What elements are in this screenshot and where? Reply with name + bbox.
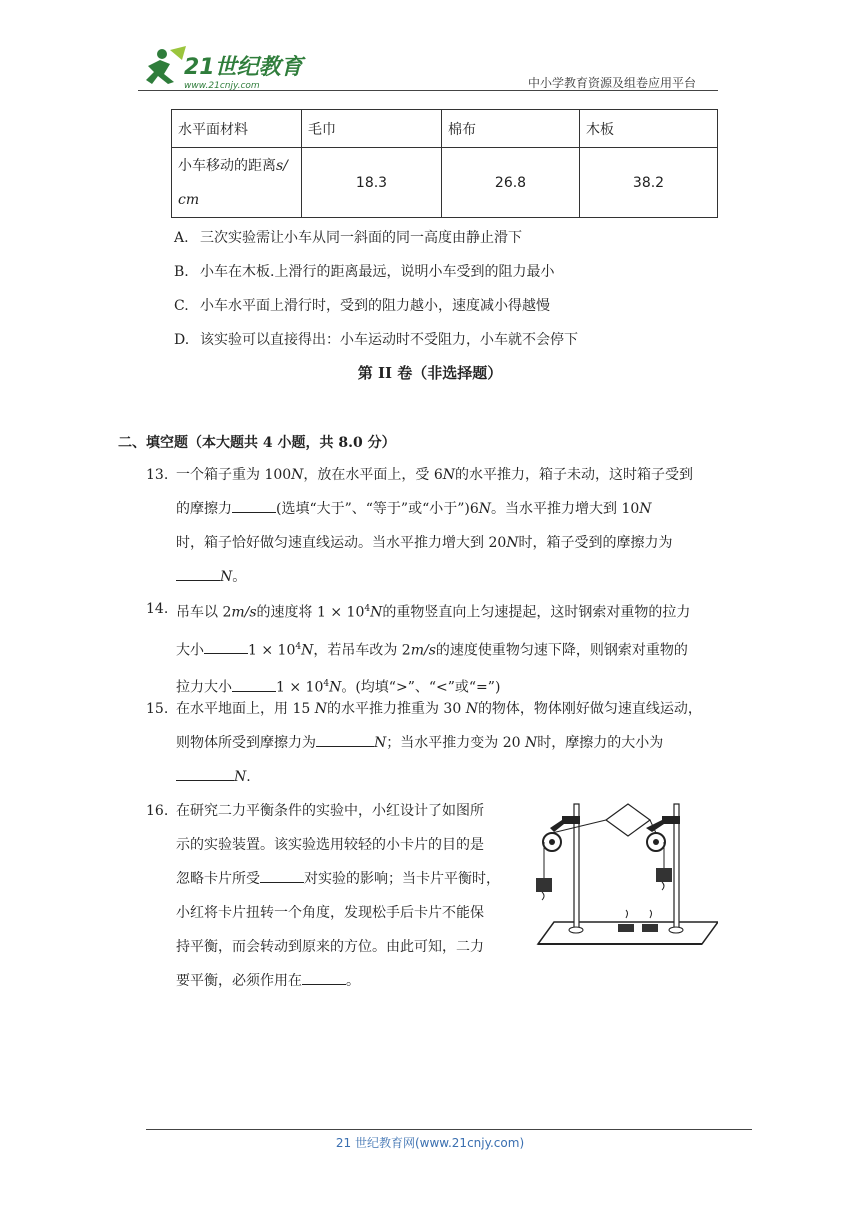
- answer-blank: [232, 498, 276, 513]
- q16-text: 。: [346, 973, 360, 989]
- unit: N: [234, 769, 247, 785]
- table-header-cell: 棉布: [442, 110, 580, 148]
- q13-text: 的水平推力，箱子未动，这时箱子受到: [455, 467, 694, 483]
- q13-text: 一个箱子重为 100: [176, 467, 292, 483]
- q16-text: 示的实验装置。该实验选用较轻的小卡片的目的是: [176, 837, 484, 853]
- option-letter: C.: [174, 298, 189, 314]
- row-label: 小车移动的距离: [178, 157, 276, 174]
- unit: N: [220, 569, 233, 585]
- question-number: 15.: [146, 701, 169, 717]
- balance-apparatus-figure: [534, 798, 718, 950]
- table-row: [172, 148, 718, 218]
- q14-text: 吊车以 2: [176, 604, 232, 621]
- unit: N: [329, 679, 342, 696]
- exponent: 4: [295, 641, 302, 652]
- answer-blank: [260, 868, 304, 883]
- question-16: [146, 794, 526, 998]
- footer-text: 21 世纪教育网(www.21cnjy.com): [335, 1136, 525, 1150]
- q16-text: 忽略卡片所受: [176, 871, 260, 887]
- question-13: [146, 458, 726, 594]
- question-14: [146, 592, 726, 705]
- unit: m/s: [231, 604, 257, 621]
- q16-text: 持平衡，而会转动到原来的方位。由此可知，二力: [176, 939, 484, 955]
- option-a: [174, 227, 522, 247]
- table-cell: 18.3: [302, 148, 442, 218]
- unit: N: [442, 467, 456, 483]
- unit: N: [524, 735, 538, 751]
- q14-text: 1 × 10: [276, 679, 324, 696]
- q14-text: 的速度将 1 × 10: [256, 604, 365, 621]
- part-title: 二、填空题（本大题共 4 小题，共 8.0 分）: [118, 435, 396, 451]
- table-header-cell: 水平面材料: [172, 110, 302, 148]
- q13-text: 。当水平推力增大到 10: [491, 501, 640, 517]
- question-number: 13.: [146, 467, 169, 483]
- table-header-cell: 木板: [580, 110, 718, 148]
- header-platform-text: 中小学教育资源及组卷应用平台: [528, 76, 697, 90]
- q13-text: 的摩擦力: [176, 501, 232, 517]
- q14-text: 拉力大小: [176, 679, 232, 696]
- q16-text: 在研究二力平衡条件的实验中，小红设计了如图所: [176, 803, 484, 819]
- logo-text: 21世纪教育: [184, 55, 303, 80]
- option-text: 该实验可以直接得出：小车运动时不受阻力，小车就不会停下: [200, 332, 578, 348]
- q13-text: 。: [232, 569, 247, 585]
- q15-text: 在水平地面上，用 15: [176, 701, 315, 717]
- answer-blank: [204, 639, 248, 654]
- unit: N: [314, 701, 327, 717]
- q16-text: 对实验的影响；当卡片平衡时，: [304, 871, 500, 887]
- header-divider: [138, 90, 718, 91]
- q14-text: 的重物竖直向上匀速提起，这时钢索对重物的拉力: [382, 604, 691, 621]
- q15-text: 的物体，物体刚好做匀速直线运动，: [477, 701, 702, 717]
- logo-url: www.21cnjy.com: [184, 81, 260, 91]
- q16-text: 小红将卡片扭转一个角度，发现松手后卡片不能保: [176, 905, 484, 921]
- option-letter: B.: [174, 264, 189, 280]
- q13-text: (选填“大于”、“等于”或“小于”)6: [276, 501, 479, 517]
- option-d: [174, 329, 578, 349]
- table-cell: 38.2: [580, 148, 718, 218]
- q15-text: 时，摩擦力的大小为: [537, 735, 664, 751]
- q15-text: .: [246, 769, 251, 785]
- table-row: [172, 110, 718, 148]
- q16-text: 要平衡，必须作用在: [176, 973, 302, 989]
- unit: N: [478, 501, 492, 517]
- unit: N: [291, 467, 304, 483]
- question-number: 16.: [146, 803, 169, 819]
- question-number: 14.: [146, 601, 169, 617]
- q14-text: ，若吊车改为 2: [313, 642, 411, 659]
- option-text: 小车在木板.上滑行的距离最远，说明小车受到的阻力最小: [200, 264, 555, 280]
- runner-icon: [146, 46, 186, 84]
- table-cell: 26.8: [442, 148, 580, 218]
- row-unit-cm: cm: [178, 191, 200, 208]
- row-label-cell: [172, 148, 302, 218]
- unit: m/s: [410, 642, 436, 659]
- q15-text: 则物体所受到摩擦力为: [176, 735, 316, 751]
- section-title: 第 II 卷（非选择题）: [357, 364, 503, 382]
- option-b: [174, 261, 554, 281]
- answer-blank: [176, 766, 234, 781]
- exponent: 4: [364, 604, 371, 614]
- site-logo: [140, 44, 320, 96]
- option-text: 三次实验需让小车从同一斜面的同一高度由静止滑下: [200, 230, 522, 246]
- answer-blank: [232, 677, 276, 692]
- q13-text: 时，箱子恰好做匀速直线运动。当水平推力增大到 20: [176, 535, 507, 551]
- q13-text: ，放在水平面上，受 6: [303, 467, 443, 483]
- table-header-cell: 毛巾: [302, 110, 442, 148]
- option-letter: A.: [174, 230, 189, 246]
- friction-data-table: [171, 109, 718, 218]
- answer-blank: [302, 970, 346, 985]
- row-unit-s: s/: [276, 157, 288, 174]
- unit: N: [374, 735, 387, 751]
- unit: N: [639, 501, 652, 517]
- exponent: 4: [323, 679, 330, 690]
- q14-text: 1 × 10: [248, 642, 296, 659]
- q14-text: 大小: [176, 642, 204, 659]
- footer-divider: [146, 1129, 752, 1130]
- q14-text: 的速度使重物匀速下降，则钢索对重物的: [435, 642, 688, 659]
- q15-text: 的水平推力推重为 30: [326, 701, 466, 717]
- option-c: [174, 295, 550, 315]
- option-letter: D.: [174, 332, 190, 348]
- q13-text: 时，箱子受到的摩擦力为: [518, 535, 673, 551]
- answer-blank: [316, 732, 374, 747]
- question-15: [146, 692, 726, 794]
- answer-blank: [176, 566, 220, 581]
- unit: N: [465, 701, 478, 717]
- q14-text: 。(均填“>”、“<”或“=”): [341, 679, 501, 696]
- unit: N: [301, 642, 314, 659]
- unit: N: [506, 535, 519, 551]
- unit: N: [370, 604, 383, 621]
- q15-text: ；当水平推力变为 20: [386, 735, 525, 751]
- option-text: 小车水平面上滑行时，受到的阻力越小，速度减小得越慢: [200, 298, 550, 314]
